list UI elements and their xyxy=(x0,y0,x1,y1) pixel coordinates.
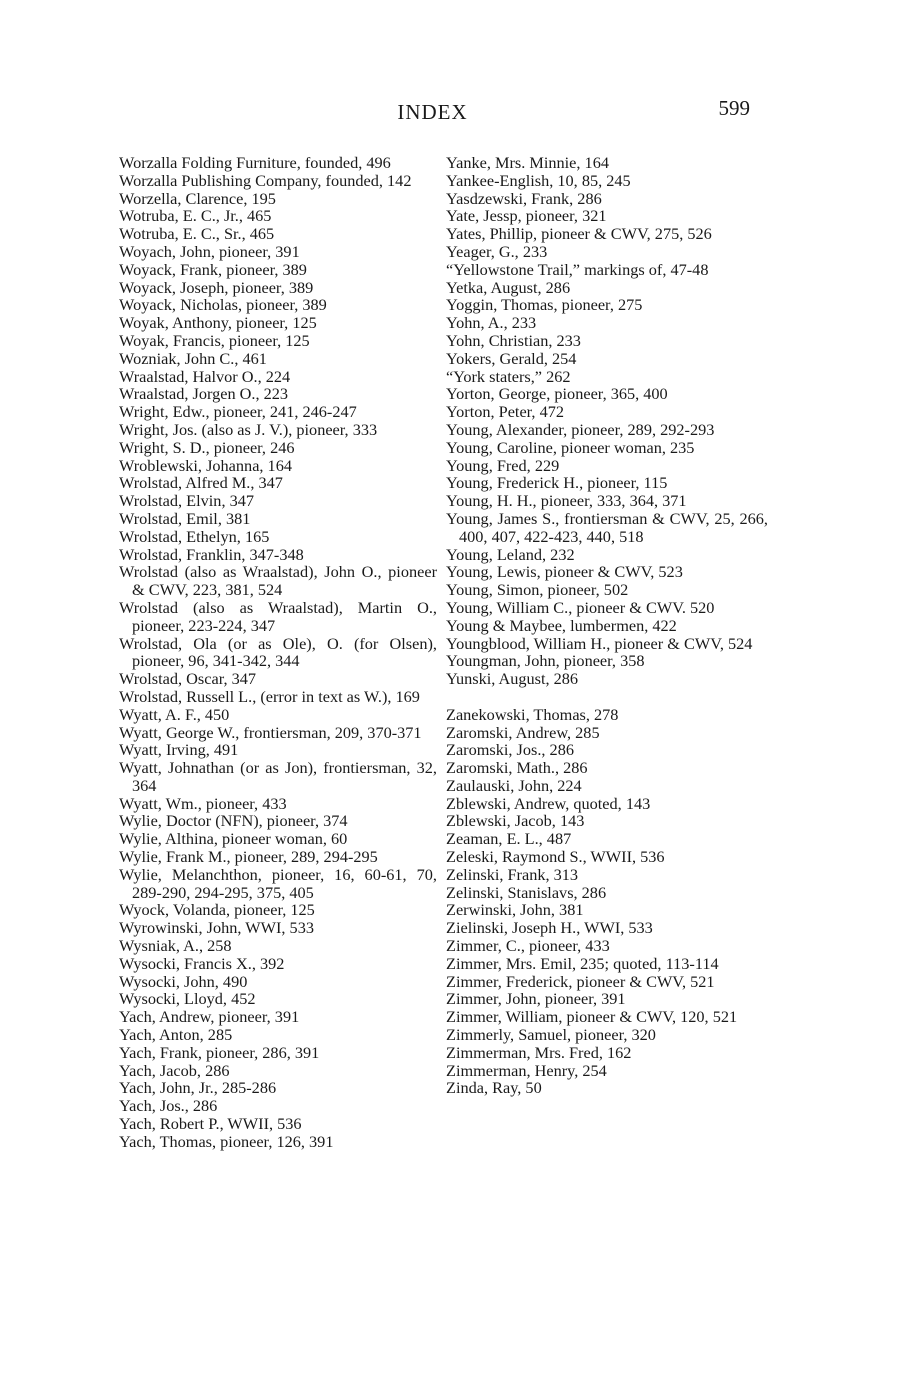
index-entry: Zblewski, Jacob, 143 xyxy=(446,811,585,831)
index-entry: Wrolstad (also as Wraalstad), Martin O., pioneer, 223-224, 347 xyxy=(119,597,437,635)
index-entry: Young, Lewis, pioneer & CWV, 523 xyxy=(446,562,683,582)
index-entry: Zaromski, Andrew, 285 xyxy=(446,722,600,742)
index-entry: Zaulauski, John, 224 xyxy=(446,775,582,795)
index-entry: Zimmer, Frederick, pioneer & CWV, 521 xyxy=(446,971,715,991)
page-number: 599 xyxy=(718,96,750,120)
index-entry: Wright, Edw., pioneer, 241, 246-247 xyxy=(119,402,357,422)
index-entry: Young, William C., pioneer & CWV. 520 xyxy=(446,597,715,617)
index-entry: Wylie, Althina, pioneer woman, 60 xyxy=(119,829,348,849)
index-entry: Zeaman, E. L., 487 xyxy=(446,829,572,849)
index-entry: Woyack, Frank, pioneer, 389 xyxy=(119,259,307,279)
index-entry: Wysocki, John, 490 xyxy=(119,971,248,991)
index-entry: Young, H. H., pioneer, 333, 364, 371 xyxy=(446,491,687,511)
index-entry: Zerwinski, John, 381 xyxy=(446,900,584,920)
index-entry: Wrolstad, Ola (or as Ole), O. (for Olsen), pioneer, 96, 341-342, 344 xyxy=(119,633,437,671)
index-entry: Wyatt, Wm., pioneer, 433 xyxy=(119,793,287,813)
index-entry: Zimmerly, Samuel, pioneer, 320 xyxy=(446,1025,656,1045)
index-entry: Yasdzewski, Frank, 286 xyxy=(446,188,602,208)
index-entry: Zelinski, Stanislavs, 286 xyxy=(446,882,607,902)
index-entry: Yach, Jos., 286 xyxy=(119,1096,218,1116)
index-entry: Young, James S., frontiersman & CWV, 25, 266, 400, 407, 422-423, 440, 518 xyxy=(446,508,768,546)
index-entry: Zielinski, Joseph H., WWI, 533 xyxy=(446,918,653,938)
index-entry: Yorton, Peter, 472 xyxy=(446,402,564,422)
index-entry: Wyatt, Irving, 491 xyxy=(119,740,239,760)
index-entry: Wrolstad (also as Wraalstad), John O., pioneer & CWV, 223, 381, 524 xyxy=(119,562,437,600)
index-entry: Wrolstad, Russell L., (error in text as W.), 169 xyxy=(119,686,420,706)
index-entry: Wright, Jos. (also as J. V.), pioneer, 333 xyxy=(119,419,378,439)
index-entry: Yorton, George, pioneer, 365, 400 xyxy=(446,384,668,404)
index-entry: Yach, Thomas, pioneer, 126, 391 xyxy=(119,1131,334,1151)
index-entry: Wyatt, George W., frontiersman, 209, 370-371 xyxy=(119,722,422,742)
running-head-title: INDEX xyxy=(397,100,468,124)
index-entry: Wysniak, A., 258 xyxy=(119,936,232,956)
index-entry: Young, Fred, 229 xyxy=(446,455,560,475)
index-column-right xyxy=(446,154,768,1097)
index-entry: Woyak, Francis, pioneer, 125 xyxy=(119,330,310,350)
index-entry: Wrolstad, Oscar, 347 xyxy=(119,669,257,689)
index-entry: Zimmer, Mrs. Emil, 235; quoted, 113-114 xyxy=(446,953,719,973)
index-entry: Yohn, Christian, 233 xyxy=(446,330,581,350)
index-entry: Zimmerman, Henry, 254 xyxy=(446,1060,607,1080)
index-entry: Wyrowinski, John, WWI, 533 xyxy=(119,918,314,938)
index-entry: Wylie, Frank M., pioneer, 289, 294-295 xyxy=(119,847,378,867)
index-entry: Wylie, Doctor (NFN), pioneer, 374 xyxy=(119,811,348,831)
index-entry: Wrolstad, Ethelyn, 165 xyxy=(119,526,270,546)
index-entry: “Yellowstone Trail,” markings of, 47-48 xyxy=(446,259,709,279)
index-entry: Wyatt, Johnathan (or as Jon), frontiersman, 32, 364 xyxy=(119,758,437,795)
index-entry: Zblewski, Andrew, quoted, 143 xyxy=(446,793,651,813)
index-entry: Yetka, August, 286 xyxy=(446,277,571,297)
index-entry: Wyock, Volanda, pioneer, 125 xyxy=(119,900,315,920)
index-entry: Wysocki, Lloyd, 452 xyxy=(119,989,256,1009)
index-entry: Yach, Jacob, 286 xyxy=(119,1060,230,1080)
index-entry: Youngblood, William H., pioneer & CWV, 524 xyxy=(446,633,753,653)
index-entry: Young, Caroline, pioneer woman, 235 xyxy=(446,437,695,457)
index-entry: Yach, John, Jr., 285-286 xyxy=(119,1078,277,1098)
index-entry: Woyach, John, pioneer, 391 xyxy=(119,241,300,261)
index-entry: Zelinski, Frank, 313 xyxy=(446,864,579,884)
index-entry: Yach, Robert P., WWII, 536 xyxy=(119,1114,302,1134)
index-entry: Zimmer, C., pioneer, 433 xyxy=(446,936,610,956)
index-entry: Wright, S. D., pioneer, 246 xyxy=(119,437,295,457)
index-entry: Yates, Phillip, pioneer & CWV, 275, 526 xyxy=(446,224,712,244)
index-entry: Young, Leland, 232 xyxy=(446,544,575,564)
index-entry: Zimmer, John, pioneer, 391 xyxy=(446,989,626,1009)
index-entry: Youngman, John, pioneer, 358 xyxy=(446,651,645,671)
index-column-left xyxy=(119,154,437,1151)
index-entry: Yach, Andrew, pioneer, 391 xyxy=(119,1007,300,1027)
index-entry: Yokers, Gerald, 254 xyxy=(446,348,577,368)
index-entry: Worzalla Folding Furniture, founded, 496 xyxy=(119,153,391,172)
index-entry: Yankee-English, 10, 85, 245 xyxy=(446,170,631,190)
index-entry: Wozniak, John C., 461 xyxy=(119,348,267,368)
index-entry: Yanke, Mrs. Minnie, 164 xyxy=(446,153,609,172)
page-header xyxy=(0,96,900,130)
index-entry: Young & Maybee, lumbermen, 422 xyxy=(446,615,677,635)
index-entry: Zimmerman, Mrs. Fred, 162 xyxy=(446,1042,632,1062)
index-entry: Zanekowski, Thomas, 278 xyxy=(446,704,619,724)
index-entry: Yach, Frank, pioneer, 286, 391 xyxy=(119,1042,320,1062)
index-entry: Zinda, Ray, 50 xyxy=(446,1078,542,1098)
index-entry: Yoggin, Thomas, pioneer, 275 xyxy=(446,295,643,315)
index-entry: Yeager, G., 233 xyxy=(446,241,548,261)
index-entry: Zaromski, Math., 286 xyxy=(446,758,588,778)
index-entry: Wroblewski, Johanna, 164 xyxy=(119,455,292,475)
index-entry: Wrolstad, Franklin, 347-348 xyxy=(119,544,304,564)
index-entry: Yunski, August, 286 xyxy=(446,669,579,689)
index-entry: Zeleski, Raymond S., WWII, 536 xyxy=(446,847,665,867)
index-entry: Young, Simon, pioneer, 502 xyxy=(446,580,629,600)
index-entry: Wrolstad, Elvin, 347 xyxy=(119,491,255,511)
index-entry: Zimmer, William, pioneer & CWV, 120, 521 xyxy=(446,1007,738,1027)
index-entry: Young, Alexander, pioneer, 289, 292-293 xyxy=(446,419,715,439)
index-entry: Zaromski, Jos., 286 xyxy=(446,740,574,760)
index-entry: Yach, Anton, 285 xyxy=(119,1025,233,1045)
index-entry: Wyatt, A. F., 450 xyxy=(119,704,230,724)
index-entry: Wraalstad, Halvor O., 224 xyxy=(119,366,291,386)
index-entry: Wotruba, E. C., Sr., 465 xyxy=(119,224,275,244)
index-entry: Young, Frederick H., pioneer, 115 xyxy=(446,473,668,493)
index-entry: Yate, Jessp, pioneer, 321 xyxy=(446,206,607,226)
section-gap xyxy=(446,688,768,706)
index-entry: Wrolstad, Alfred M., 347 xyxy=(119,473,283,493)
index-entry: Yohn, A., 233 xyxy=(446,313,537,333)
index-entry: Wrolstad, Emil, 381 xyxy=(119,508,251,528)
index-entry: “York staters,” 262 xyxy=(446,366,571,386)
index-entry: Worzella, Clarence, 195 xyxy=(119,188,276,208)
index-entry: Woyack, Nicholas, pioneer, 389 xyxy=(119,295,327,315)
index-entry: Wysocki, Francis X., 392 xyxy=(119,953,285,973)
index-entry: Worzalla Publishing Company, founded, 142 xyxy=(119,170,412,190)
index-entry: Wylie, Melanchthon, pioneer, 16, 60-61, 70, 289-290, 294-295, 375, 405 xyxy=(119,864,437,902)
index-entry: Woyak, Anthony, pioneer, 125 xyxy=(119,313,317,333)
index-entry: Woyack, Joseph, pioneer, 389 xyxy=(119,277,314,297)
index-entry: Wotruba, E. C., Jr., 465 xyxy=(119,206,272,226)
index-entry: Wraalstad, Jorgen O., 223 xyxy=(119,384,289,404)
